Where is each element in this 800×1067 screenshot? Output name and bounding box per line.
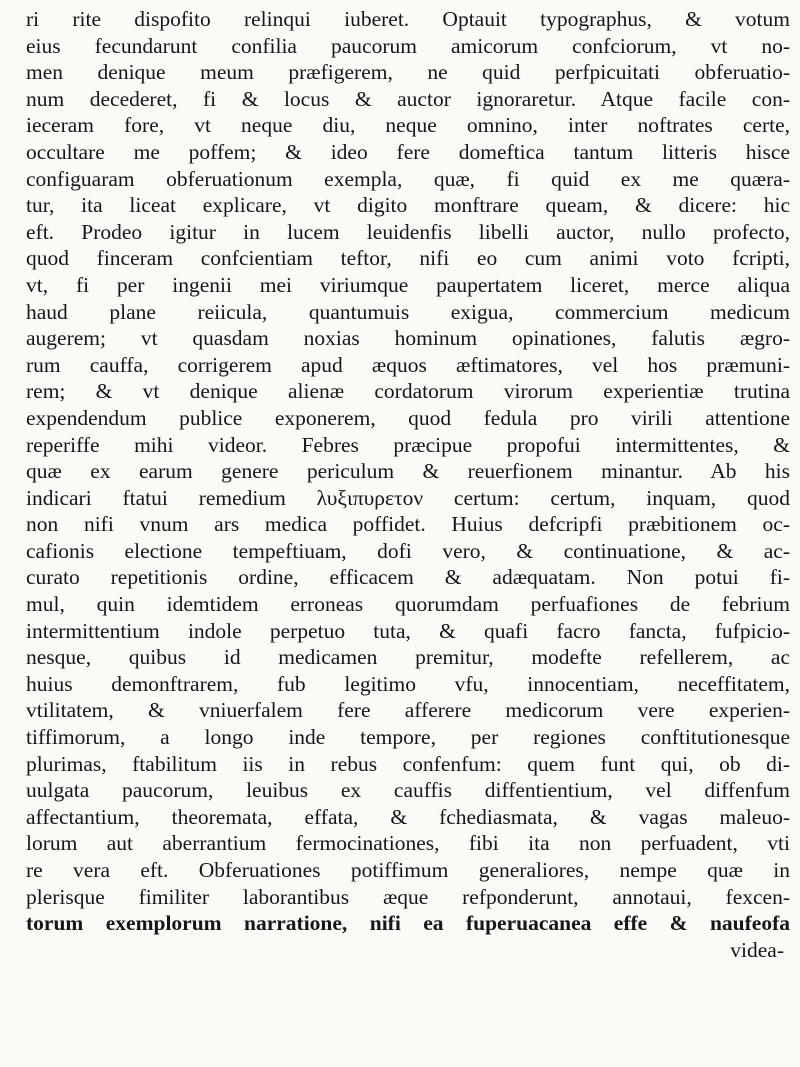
text-line: torum exemplorum narratione, nifi ea fuperuacanea effe & naufeofa — [26, 911, 790, 936]
text-line: eius fecundarunt confilia paucorum amicorum confciorum, vt no- — [26, 33, 790, 58]
text-line: nesque, quibus id medicamen premitur, modefte refellerem, ac — [26, 645, 790, 670]
text-line: ieceram fore, vt neque diu, neque omnino, inter noftrates certe, — [26, 113, 790, 138]
text-line: augerem; vt quasdam noxias hominum opinationes, falutis ægro- — [26, 326, 790, 351]
text-line: quod finceram confcientiam teftor, nifi eo cum animi voto fcripti, — [26, 246, 790, 271]
text-line: cafionis electione tempeftiuam, dofi vero, & continuatione, & ac- — [26, 538, 790, 563]
text-line: huius demonftrarem, fub legitimo vfu, innocentiam, neceffitatem, — [26, 671, 790, 696]
text-line: tur, ita liceat explicare, vt digito monftrare queam, & dicere: hic — [26, 193, 790, 218]
text-line: occultare me poffem; & ideo fere domeftica tantum litteris hisce — [26, 139, 790, 164]
text-line: affectantium, theoremata, effata, & fchediasmata, & vagas maleuo- — [26, 804, 790, 829]
text-line: num decederet, fi & locus & auctor ignoraretur. Atque facile con- — [26, 86, 790, 111]
text-line: vtilitatem, & vniuerfalem fere afferere medicorum vere experien- — [26, 698, 790, 723]
text-line: mul, quin idemtidem erroneas quorumdam perfuafiones de febrium — [26, 592, 790, 617]
text-line: rem; & vt denique alienæ cordatorum virorum experientiæ trutina — [26, 379, 790, 404]
text-line: men denique meum præfigerem, ne quid perfpicuitati obferuatio- — [26, 60, 790, 85]
body-text — [26, 6, 790, 963]
text-line: ri rite dispofito relinqui iuberet. Optauit typographus, & votum — [26, 7, 790, 31]
text-line: quæ ex earum genere periculum & reuerfionem minantur. Ab his — [26, 459, 790, 484]
text-line: vt, fi per ingenii mei viriumque paupertatem liceret, merce aliqua — [26, 272, 790, 297]
text-line: non nifi vnum ars medica poffidet. Huius defcripfi præbitionem oc- — [26, 512, 790, 537]
text-line: eft. Prodeo igitur in lucem leuidenfis libelli auctor, nullo profecto, — [26, 219, 790, 244]
text-line: tiffimorum, a longo inde tempore, per regiones conftitutionesque — [26, 725, 790, 750]
text-line: plurimas, ftabilitum iis in rebus confenfum: quem funt qui, ob di- — [26, 751, 790, 776]
text-line: configuaram obferuationum exempla, quæ, fi quid ex me quæra- — [26, 166, 790, 191]
text-line: reperiffe mihi videor. Febres præcipue propofui intermittentes, & — [26, 432, 790, 457]
text-line: uulgata paucorum, leuibus ex cauffis diffentientium, vel diffenfum — [26, 778, 790, 803]
text-line: haud plane reiicula, quantumuis exigua, commercium medicum — [26, 299, 790, 324]
text-line: rum cauffa, corrigerem apud æquos æftimatores, vel hos præmuni- — [26, 352, 790, 377]
text-line: curato repetitionis ordine, efficacem & adæquatam. Non potui fi- — [26, 565, 790, 590]
text-line: intermittentium indole perpetuo tuta, & quafi facro fancta, fufpicio- — [26, 618, 790, 643]
text-line: lorum aut aberrantium fermocinationes, fibi ita non perfuadent, vti — [26, 831, 790, 856]
text-line: indicari ftatui remedium λυξιπυρετον certum: certum, inquam, quod — [26, 485, 790, 510]
text-line: re vera eft. Obferuationes potiffimum generaliores, nempe quæ in — [26, 858, 790, 882]
catchword: videa- — [730, 937, 784, 962]
text-line: expendendum publice exponerem, quod fedula pro virili attentione — [26, 405, 790, 430]
text-line: plerisque fimiliter laborantibus æque refponderunt, annotaui, fexcen- — [26, 884, 790, 909]
